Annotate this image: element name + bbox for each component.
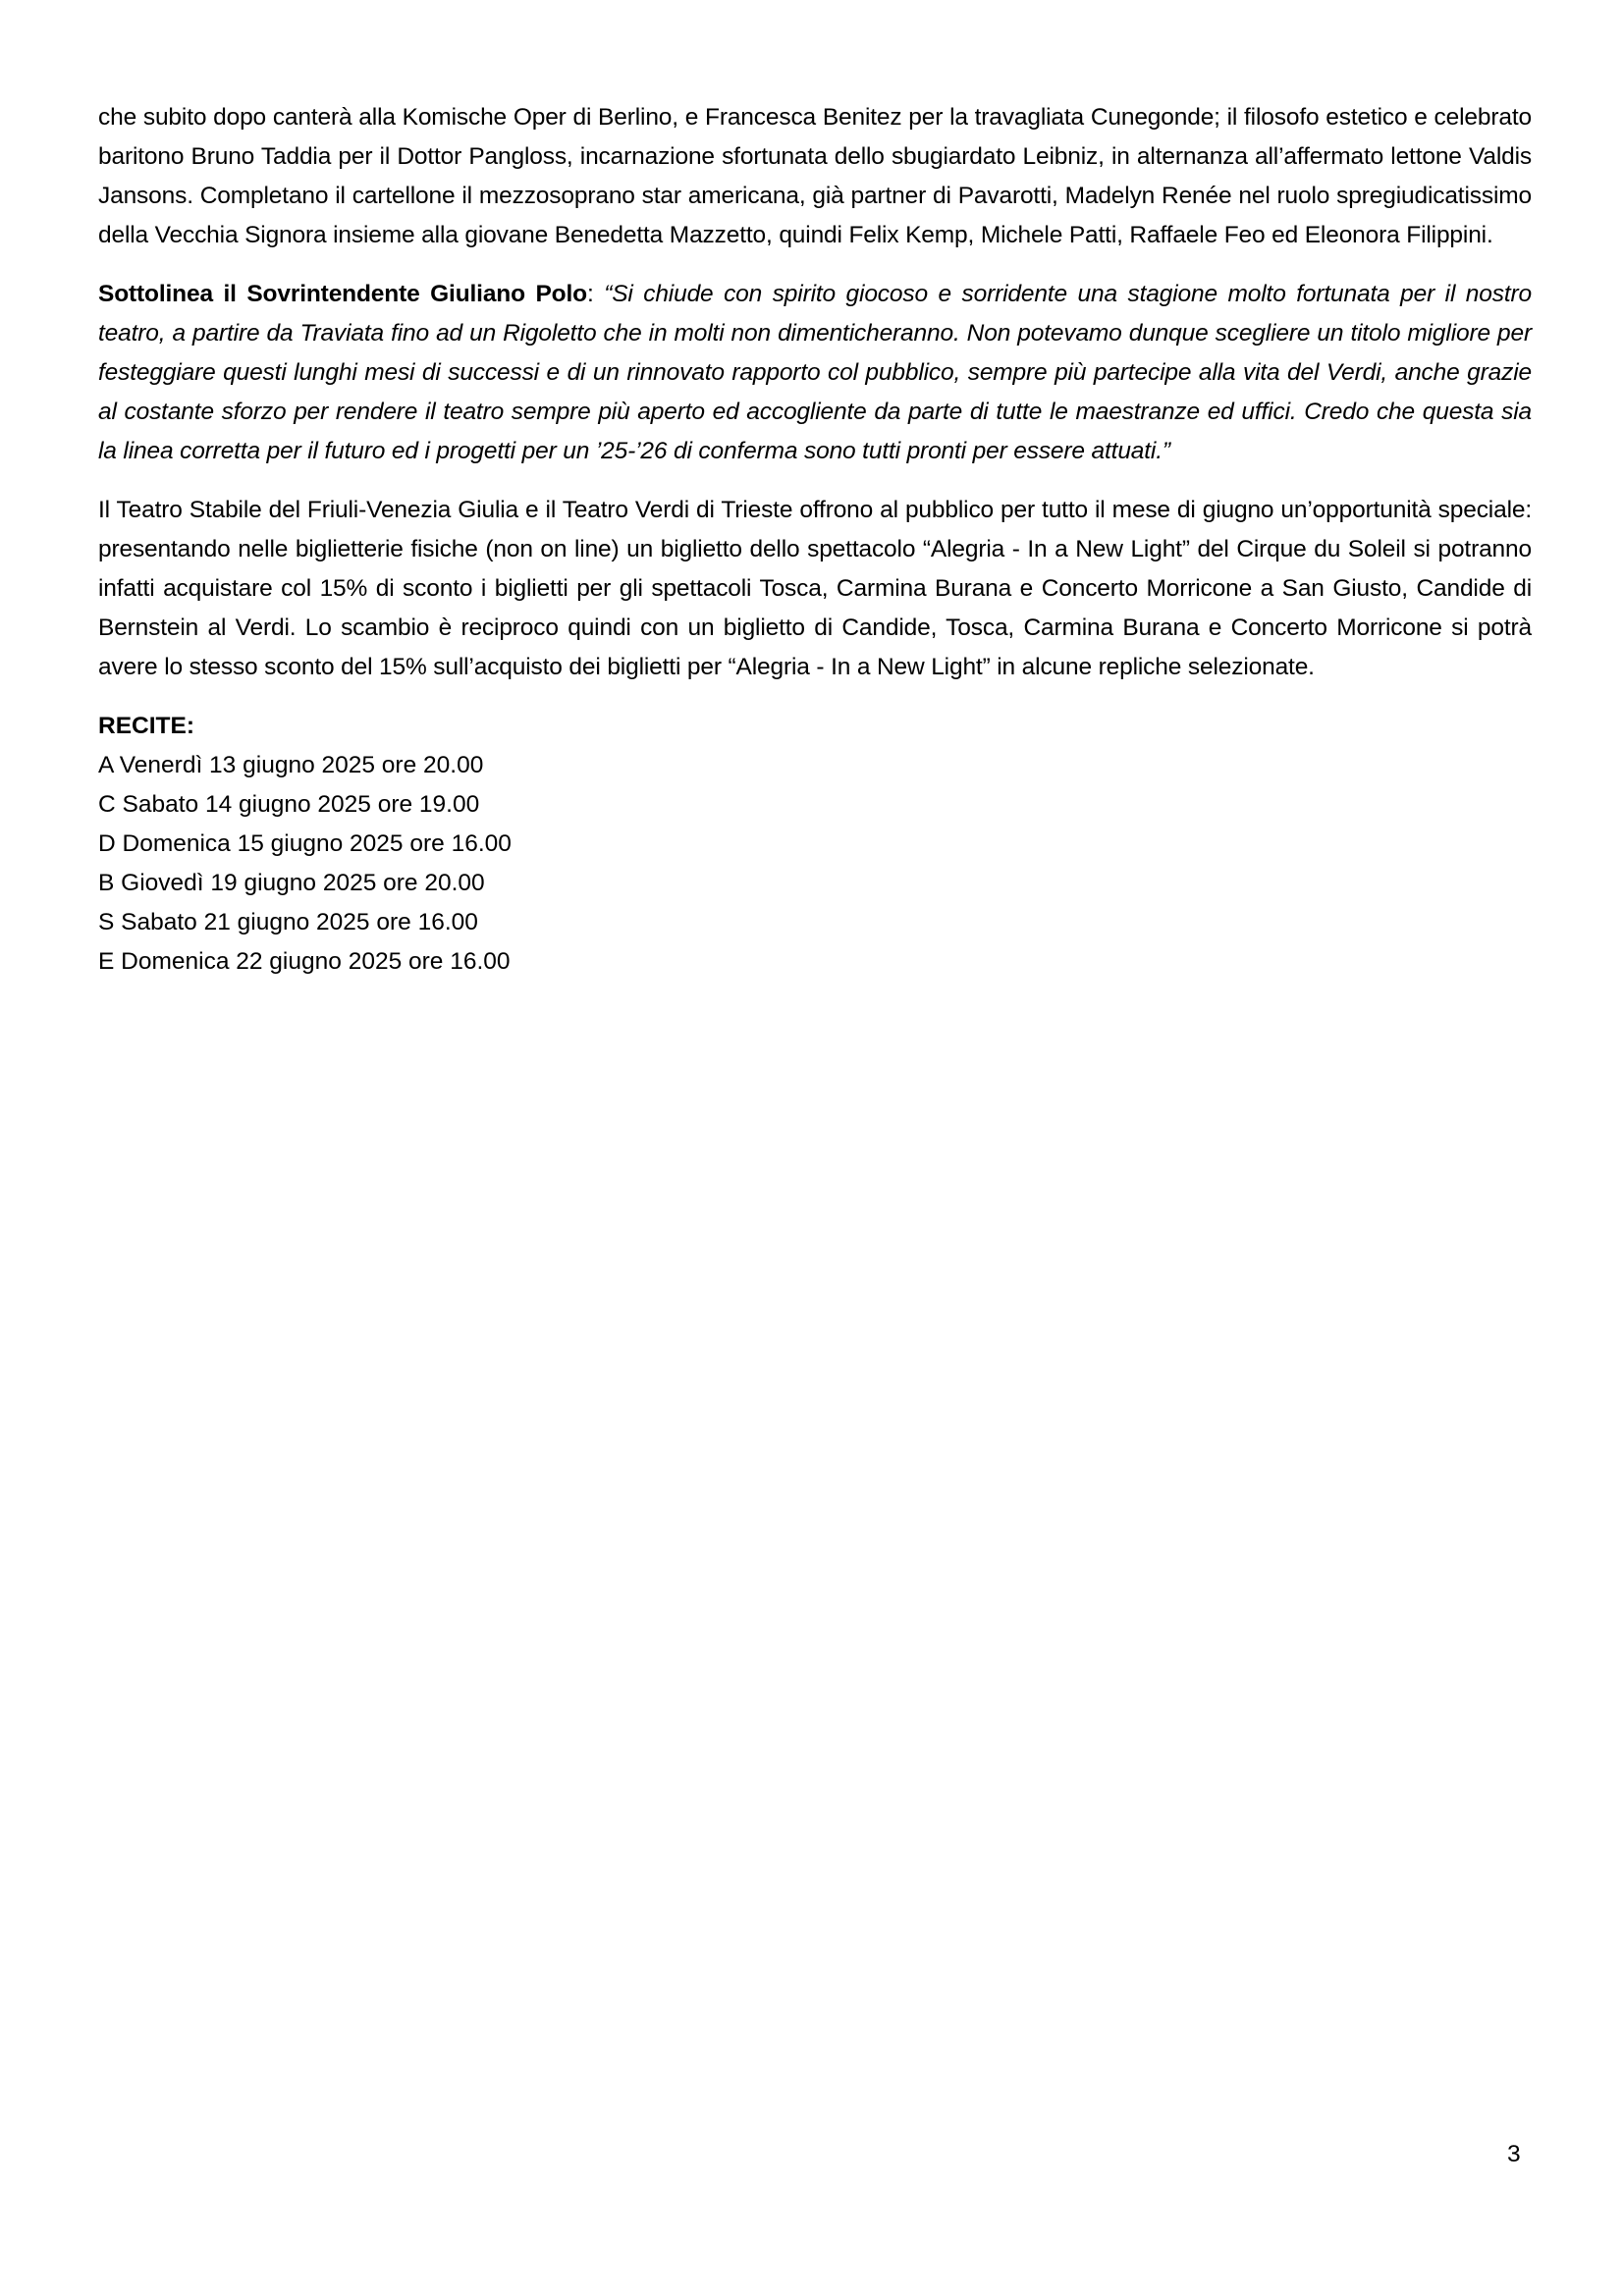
quote-speaker: Sottolinea il Sovrintendente Giuliano Polo (98, 281, 587, 307)
page-number: 3 (1507, 2141, 1521, 2167)
recite-item: C Sabato 14 giugno 2025 ore 19.00 (98, 791, 480, 818)
recite-item: B Giovedì 19 giugno 2025 ore 20.00 (98, 870, 485, 896)
recite-item: A Venerdì 13 giugno 2025 ore 20.00 (98, 752, 484, 778)
paragraph-cast: che subito dopo canterà alla Komische Oper di Berlino, e Francesca Benitez per la travagliata Cunegonde; il filosofo estetico e celebrato baritono Bruno Taddia per il Dottor Pangloss, incarnazione sfortunata dello sbugiardato Leibniz, in alternanza all’affermato lettone Valdis Jansons. Completano il cartellone il mezzosoprano star americana, già partner di Pavarotti, Madelyn Renée nel ruolo spregiudicatissimo della Vecchia Signora insieme alla giovane Benedetta Mazzetto, quindi Felix Kemp, Michele Patti, Raffaele Feo ed Eleonora Filippini. (98, 104, 1532, 248)
recite-item: D Domenica 15 giugno 2025 ore 16.00 (98, 830, 512, 857)
recite-item: S Sabato 21 giugno 2025 ore 16.00 (98, 909, 478, 935)
quote-separator: : (586, 281, 605, 307)
paragraph-superintendent-quote (98, 275, 1532, 471)
recite-item: E Domenica 22 giugno 2025 ore 16.00 (98, 948, 511, 975)
paragraph-discount-offer: Il Teatro Stabile del Friuli-Venezia Giulia e il Teatro Verdi di Trieste offrono al pubblico per tutto il mese di giugno un’opportunità speciale: presentando nelle biglietterie fisiche (non on line) un biglietto dello spettacolo “Alegria - In a New Light” del Cirque du Soleil si potranno infatti acquistare col 15% di sconto i biglietti per gli spettacoli Tosca, Carmina Burana e Concerto Morricone a San Giusto, Candide di Bernstein al Verdi. Lo scambio è reciproco quindi con un biglietto di Candide, Tosca, Carmina Burana e Concerto Morricone si potrà avere lo stesso sconto del 15% sull’acquisto dei biglietti per “Alegria - In a New Light” in alcune repliche selezionate. (98, 497, 1532, 680)
recite-list (98, 746, 1532, 982)
recite-heading: RECITE: (98, 713, 194, 739)
document-page (98, 98, 1532, 982)
quote-text: “Si chiude con spirito giocoso e sorridente una stagione molto fortunata per il nostro teatro, a partire da Traviata fino ad un Rigoletto che in molti non dimenticheranno. Non potevamo dunque scegliere un titolo migliore per festeggiare questi lunghi mesi di successi e di un rinnovato rapporto col pubblico, sempre più partecipe alla vita del Verdi, anche grazie al costante sforzo per rendere il teatro sempre più aperto ed accogliente da parte di tutte le maestranze ed uffici. Credo che questa sia la linea corretta per il futuro ed i progetti per un ’25-’26 di conferma sono tutti pronti per essere attuati.” (98, 281, 1532, 464)
